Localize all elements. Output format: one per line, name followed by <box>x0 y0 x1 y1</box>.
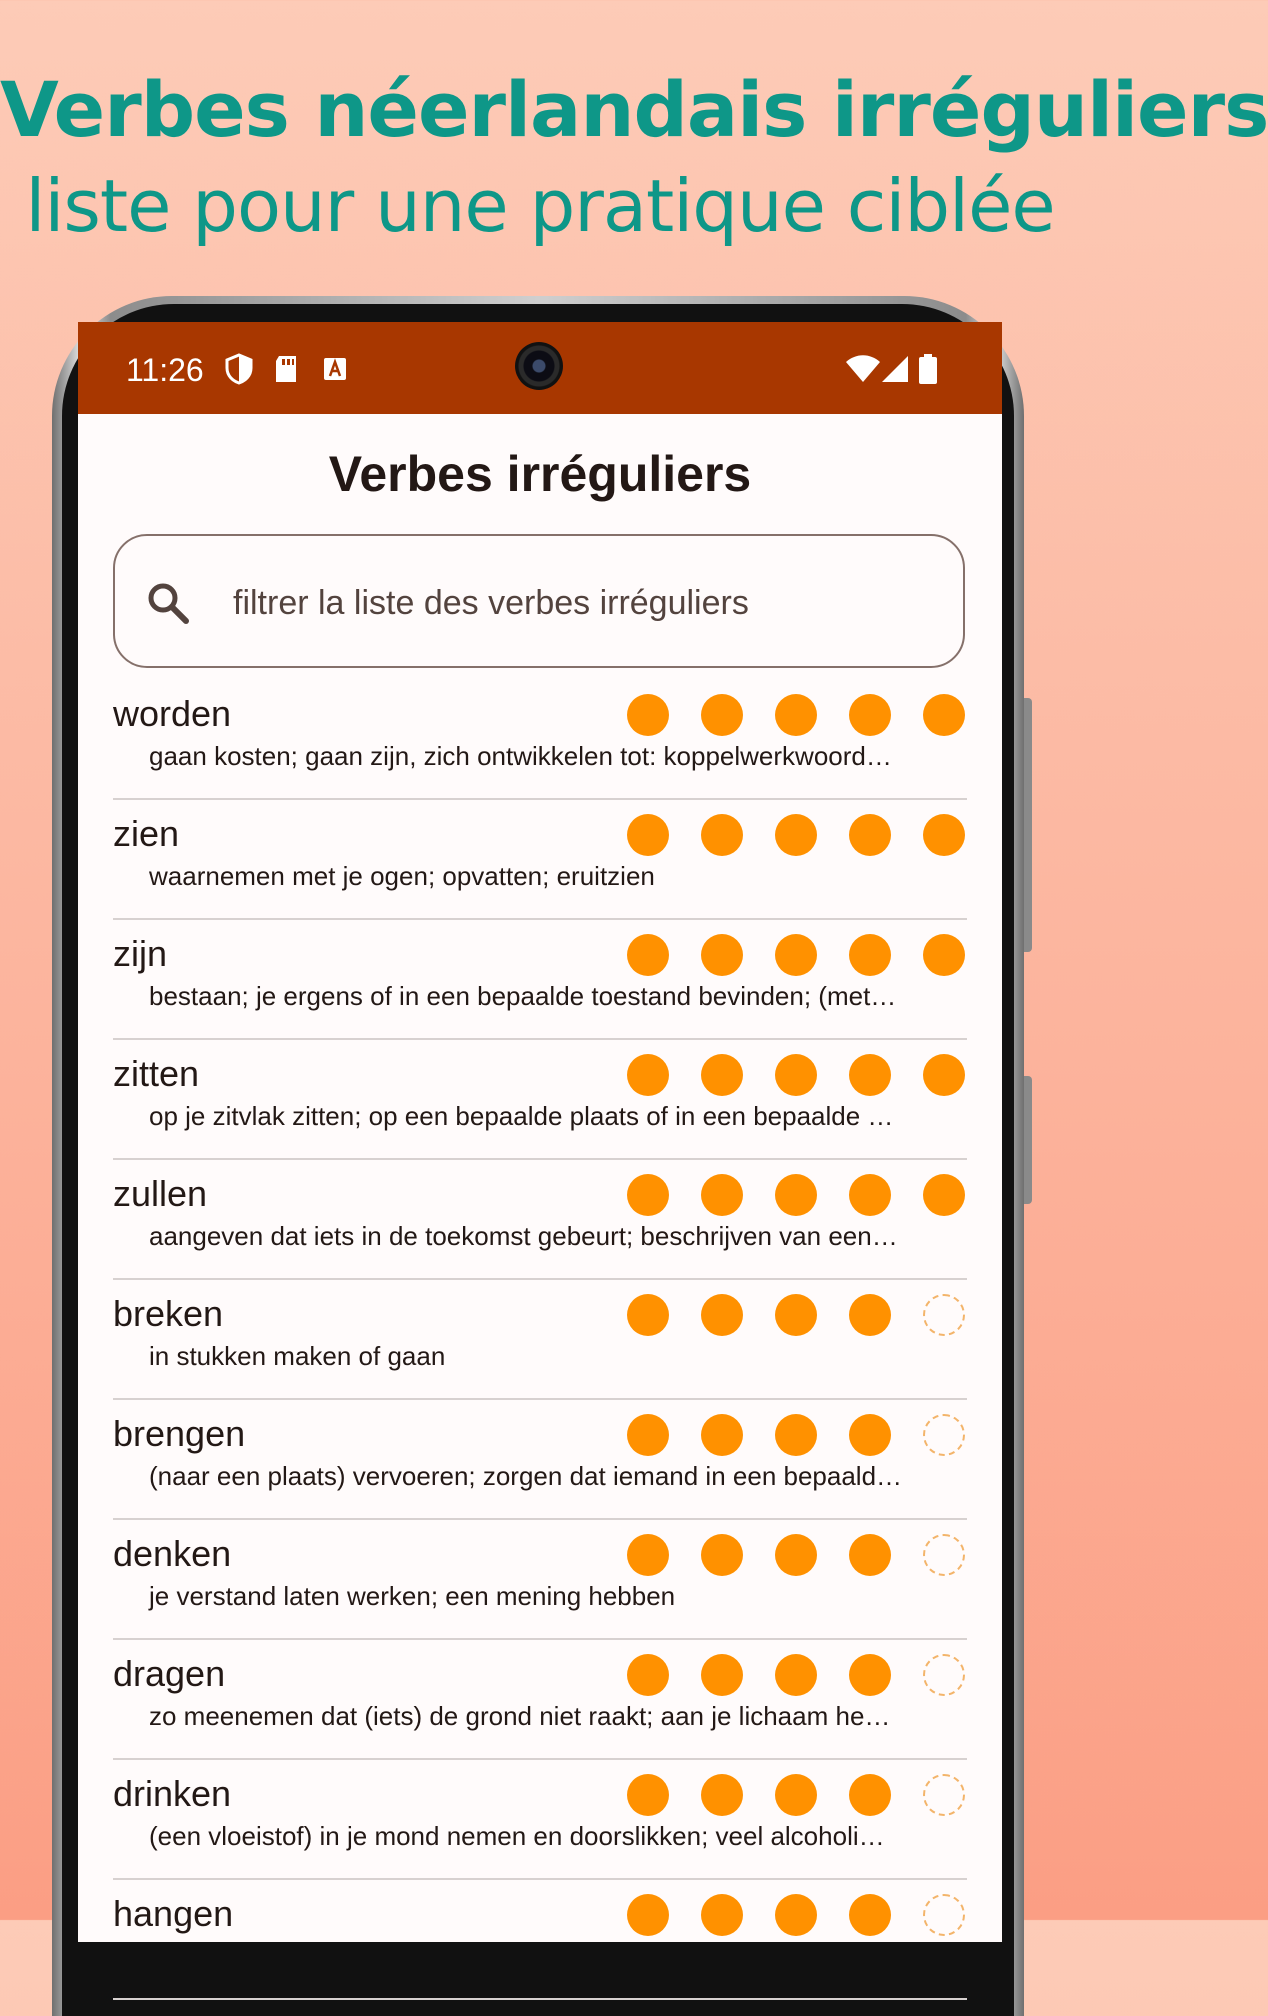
verb-label: zien <box>113 813 180 854</box>
progress-dot-empty <box>923 1894 965 1936</box>
verb-row-breken[interactable] <box>113 1280 967 1400</box>
progress-dot-filled <box>849 1654 891 1696</box>
search-placeholder[interactable]: filtrer la liste des verbes irréguliers <box>233 584 749 622</box>
progress-dot-filled <box>627 934 669 976</box>
verb-definition: waarnemen met je ogen; opvatten; eruitzien <box>149 861 655 891</box>
progress-dot-filled <box>849 1414 891 1456</box>
verb-row-zitten[interactable] <box>113 1040 967 1160</box>
progress-dot-filled <box>923 814 965 856</box>
shield-icon <box>222 352 256 386</box>
progress-dots <box>627 934 967 976</box>
verb-definition: aangeven dat iets in de toekomst gebeurt; beschrijven van een… <box>149 1221 898 1251</box>
progress-dots <box>627 1174 967 1216</box>
progress-dot-filled <box>701 1774 743 1816</box>
sd-card-icon <box>270 352 304 386</box>
verb-label: hangen <box>113 1893 234 1934</box>
progress-dot-empty <box>923 1774 965 1816</box>
progress-dot-filled <box>701 814 743 856</box>
progress-dots <box>627 1414 967 1456</box>
progress-dot-filled <box>849 1054 891 1096</box>
verb-definition: bestaan; je ergens of in een bepaalde toestand bevinden; (met… <box>149 981 897 1011</box>
progress-dots <box>627 694 967 736</box>
progress-dot-filled <box>775 1534 817 1576</box>
progress-dot-filled <box>849 934 891 976</box>
progress-dots <box>627 1294 967 1336</box>
verb-definition: (een vloeistof) in je mond nemen en doorslikken; veel alcoholi… <box>149 1821 885 1851</box>
search-icon <box>145 580 191 626</box>
promo-subtitle: liste pour une pratique ciblée <box>25 164 1055 248</box>
page-title: Verbes irréguliers <box>328 446 752 502</box>
progress-dots <box>627 814 967 856</box>
progress-dot-filled <box>701 1414 743 1456</box>
verb-row-zullen[interactable] <box>113 1160 967 1280</box>
progress-dots <box>627 1054 967 1096</box>
progress-dot-filled <box>775 1414 817 1456</box>
progress-dot-filled <box>849 814 891 856</box>
progress-dot-filled <box>627 1174 669 1216</box>
progress-dot-filled <box>923 694 965 736</box>
verb-definition: zo meenemen dat (iets) de grond niet raakt; aan je lichaam he… <box>149 1701 891 1731</box>
verb-definition: je verstand laten werken; een mening hebben <box>149 1581 676 1611</box>
verb-label: worden <box>113 693 232 734</box>
progress-dot-filled <box>627 1894 669 1936</box>
progress-dots <box>627 1894 967 1936</box>
progress-dot-filled <box>849 1294 891 1336</box>
progress-dot-filled <box>627 1774 669 1816</box>
progress-dot-filled <box>701 1294 743 1336</box>
progress-dot-filled <box>775 1654 817 1696</box>
progress-dot-filled <box>701 1534 743 1576</box>
volume-button <box>1024 698 1032 952</box>
front-camera <box>515 342 563 390</box>
progress-dot-filled <box>627 694 669 736</box>
progress-dot-empty <box>923 1414 965 1456</box>
progress-dot-filled <box>775 1174 817 1216</box>
progress-dot-filled <box>849 1174 891 1216</box>
verb-row-worden[interactable] <box>113 680 967 800</box>
verb-label: breken <box>113 1293 224 1334</box>
progress-dot-filled <box>775 1894 817 1936</box>
status-time: 11:26 <box>126 352 204 388</box>
progress-dot-filled <box>627 1294 669 1336</box>
progress-dot-filled <box>923 934 965 976</box>
progress-dot-filled <box>849 1534 891 1576</box>
progress-dots <box>627 1654 967 1696</box>
verb-definition: op je zitvlak zitten; op een bepaalde plaats of in een bepaalde … <box>149 1101 894 1131</box>
verb-label: dragen <box>113 1653 226 1694</box>
verb-label: zullen <box>113 1173 208 1214</box>
status-bar <box>78 322 1002 414</box>
progress-dot-filled <box>701 1894 743 1936</box>
progress-dots <box>627 1774 967 1816</box>
verb-row-drinken[interactable] <box>113 1760 967 1880</box>
progress-dot-filled <box>775 1294 817 1336</box>
search-field[interactable] <box>113 534 965 668</box>
verb-definition: gaan kosten; gaan zijn, zich ontwikkelen tot: koppelwerkwoord… <box>149 741 892 771</box>
progress-dot-filled <box>849 694 891 736</box>
progress-dot-filled <box>775 814 817 856</box>
progress-dot-filled <box>775 934 817 976</box>
battery-icon <box>916 352 940 386</box>
verb-label: zijn <box>113 933 168 974</box>
verb-row-dragen[interactable] <box>113 1640 967 1760</box>
verb-label: zitten <box>113 1053 200 1094</box>
power-button <box>1024 1076 1032 1204</box>
font-a-icon <box>318 352 352 386</box>
progress-dot-filled <box>627 1414 669 1456</box>
verb-label: denken <box>113 1533 232 1574</box>
verb-row-zijn[interactable] <box>113 920 967 1040</box>
progress-dot-filled <box>775 1054 817 1096</box>
phone-screen <box>78 322 1002 1942</box>
progress-dot-filled <box>627 1534 669 1576</box>
verb-row-hangen[interactable] <box>113 1880 967 2000</box>
verb-label: drinken <box>113 1773 232 1814</box>
progress-dot-filled <box>701 934 743 976</box>
progress-dot-filled <box>701 1174 743 1216</box>
promo-header <box>0 62 1268 254</box>
progress-dot-filled <box>849 1894 891 1936</box>
progress-dot-filled <box>849 1774 891 1816</box>
progress-dot-filled <box>701 1654 743 1696</box>
progress-dot-filled <box>775 1774 817 1816</box>
progress-dots <box>627 1534 967 1576</box>
progress-dot-filled <box>923 1174 965 1216</box>
progress-dot-filled <box>627 1654 669 1696</box>
progress-dot-empty <box>923 1294 965 1336</box>
progress-dot-filled <box>627 814 669 856</box>
progress-dot-filled <box>701 694 743 736</box>
wifi-icon <box>844 352 882 386</box>
verb-definition: (naar een plaats) vervoeren; zorgen dat iemand in een bepaald… <box>149 1461 903 1491</box>
verb-definition: in stukken maken of gaan <box>149 1341 446 1371</box>
progress-dot-filled <box>923 1054 965 1096</box>
verb-list <box>113 680 967 2000</box>
verb-row-brengen[interactable] <box>113 1400 967 1520</box>
promo-title: Verbes néerlandais irréguliers <box>0 65 1268 154</box>
progress-dot-empty <box>923 1534 965 1576</box>
progress-dot-filled <box>701 1054 743 1096</box>
progress-dot-filled <box>627 1054 669 1096</box>
progress-dot-empty <box>923 1654 965 1696</box>
verb-row-zien[interactable] <box>113 800 967 920</box>
signal-icon <box>878 352 912 386</box>
progress-dot-filled <box>775 694 817 736</box>
verb-label: brengen <box>113 1413 246 1454</box>
verb-row-denken[interactable] <box>113 1520 967 1640</box>
